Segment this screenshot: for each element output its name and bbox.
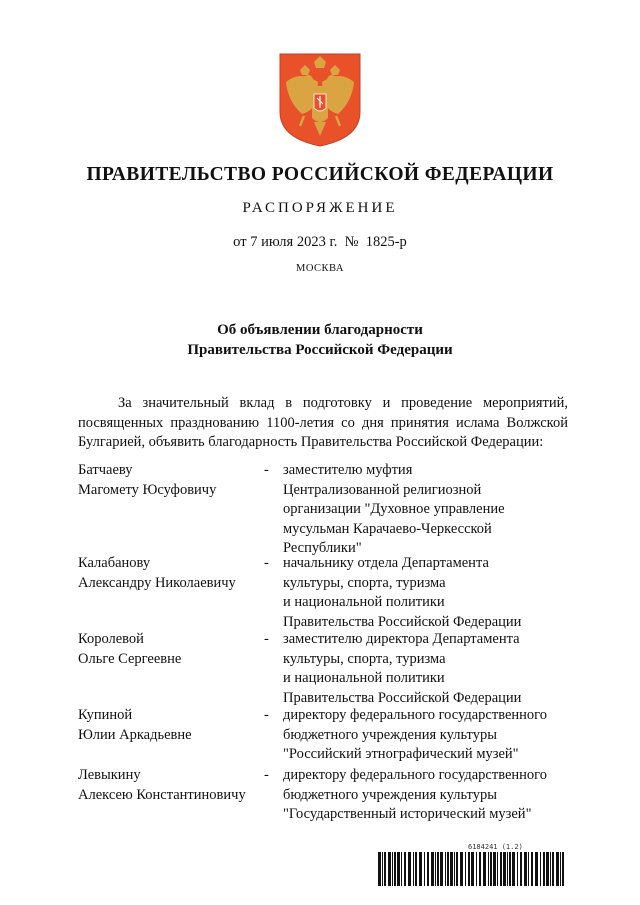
description-line: бюджетного учреждения культуры	[283, 726, 497, 743]
description-line: культуры, спорта, туризма	[283, 650, 446, 667]
award-recipient-name	[78, 630, 263, 669]
recipient-surname: Королевой	[78, 631, 144, 647]
award-description	[283, 554, 578, 632]
description-line: директору федерального государственного	[283, 707, 548, 723]
description-line: "Российский этнографический музей"	[283, 746, 519, 762]
award-entry	[78, 461, 578, 561]
recipient-surname: Батчаеву	[78, 462, 133, 478]
description-line: заместителю муфтия	[283, 462, 413, 478]
award-dash: -	[264, 555, 269, 571]
intro-line: Булгарией, объявить благодарность Правительства Российской Федерации:	[78, 434, 544, 450]
description-line: мусульман Карачаево-Черкесской	[283, 520, 492, 537]
description-line: "Государственный исторический музей"	[283, 806, 532, 822]
award-dash: -	[264, 631, 269, 647]
award-description	[283, 706, 578, 765]
subject-line: Об объявлении благодарности	[217, 322, 423, 338]
document-subject	[0, 320, 640, 360]
document-date-number: от 7 июля 2023 г. № 1825-р	[233, 234, 407, 250]
description-line: культуры, спорта, туризма	[283, 574, 446, 591]
award-entry	[78, 554, 578, 634]
barcode-number: 6184241 (1.2)	[468, 843, 523, 851]
award-entry	[78, 630, 578, 710]
award-description	[283, 766, 578, 825]
award-recipient-name	[78, 461, 263, 500]
description-line: Правительства Российской Федерации	[283, 689, 522, 706]
award-description	[283, 461, 578, 559]
recipient-given-names: Ольге Сергеевне	[78, 650, 182, 667]
description-line: бюджетного учреждения культуры	[283, 786, 497, 803]
description-line: Правительства Российской Федерации	[283, 613, 522, 630]
barcode-graphic	[378, 852, 564, 886]
recipient-given-names: Магомету Юсуфовичу	[78, 481, 217, 498]
government-title: ПРАВИТЕЛЬСТВО РОССИЙСКОЙ ФЕДЕРАЦИИ	[86, 164, 554, 185]
document-city: МОСКВА	[296, 263, 344, 274]
award-recipient-name	[78, 766, 263, 805]
award-recipient-name	[78, 554, 263, 593]
award-dash: -	[264, 707, 269, 723]
document-type: РАСПОРЯЖЕНИЕ	[242, 200, 398, 216]
description-line: начальнику отдела Департамента	[283, 555, 489, 571]
description-line: и национальной политики	[283, 594, 445, 610]
award-recipient-name	[78, 706, 263, 745]
description-line: Централизованной религиозной	[283, 481, 482, 498]
recipient-given-names: Александру Николаевичу	[78, 574, 236, 591]
award-dash: -	[264, 462, 269, 478]
recipient-surname: Калабанову	[78, 555, 151, 571]
award-entry	[78, 706, 578, 766]
description-line: и национальной политики	[283, 670, 445, 686]
recipient-surname: Левыкину	[78, 767, 141, 783]
description-line: заместителю директора Департамента	[283, 631, 520, 647]
description-line: Республики"	[283, 540, 362, 556]
award-description	[283, 630, 578, 708]
award-dash: -	[264, 767, 269, 783]
coat-of-arms-emblem	[278, 52, 362, 148]
recipient-surname: Купиной	[78, 707, 133, 723]
recipient-given-names: Юлии Аркадьевне	[78, 726, 192, 743]
description-line: организации "Духовное управление	[283, 501, 505, 517]
description-line: директору федерального государственного	[283, 767, 548, 783]
intro-line: За значительный вклад в подготовку и проведение мероприятий,	[118, 395, 568, 411]
intro-paragraph	[78, 394, 568, 453]
intro-line: посвященных празднованию 1100-летия со дня принятия ислама Волжской	[78, 414, 568, 431]
award-entry	[78, 766, 578, 826]
subject-line: Правительства Российской Федерации	[187, 342, 453, 358]
recipient-given-names: Алексею Константиновичу	[78, 786, 246, 803]
